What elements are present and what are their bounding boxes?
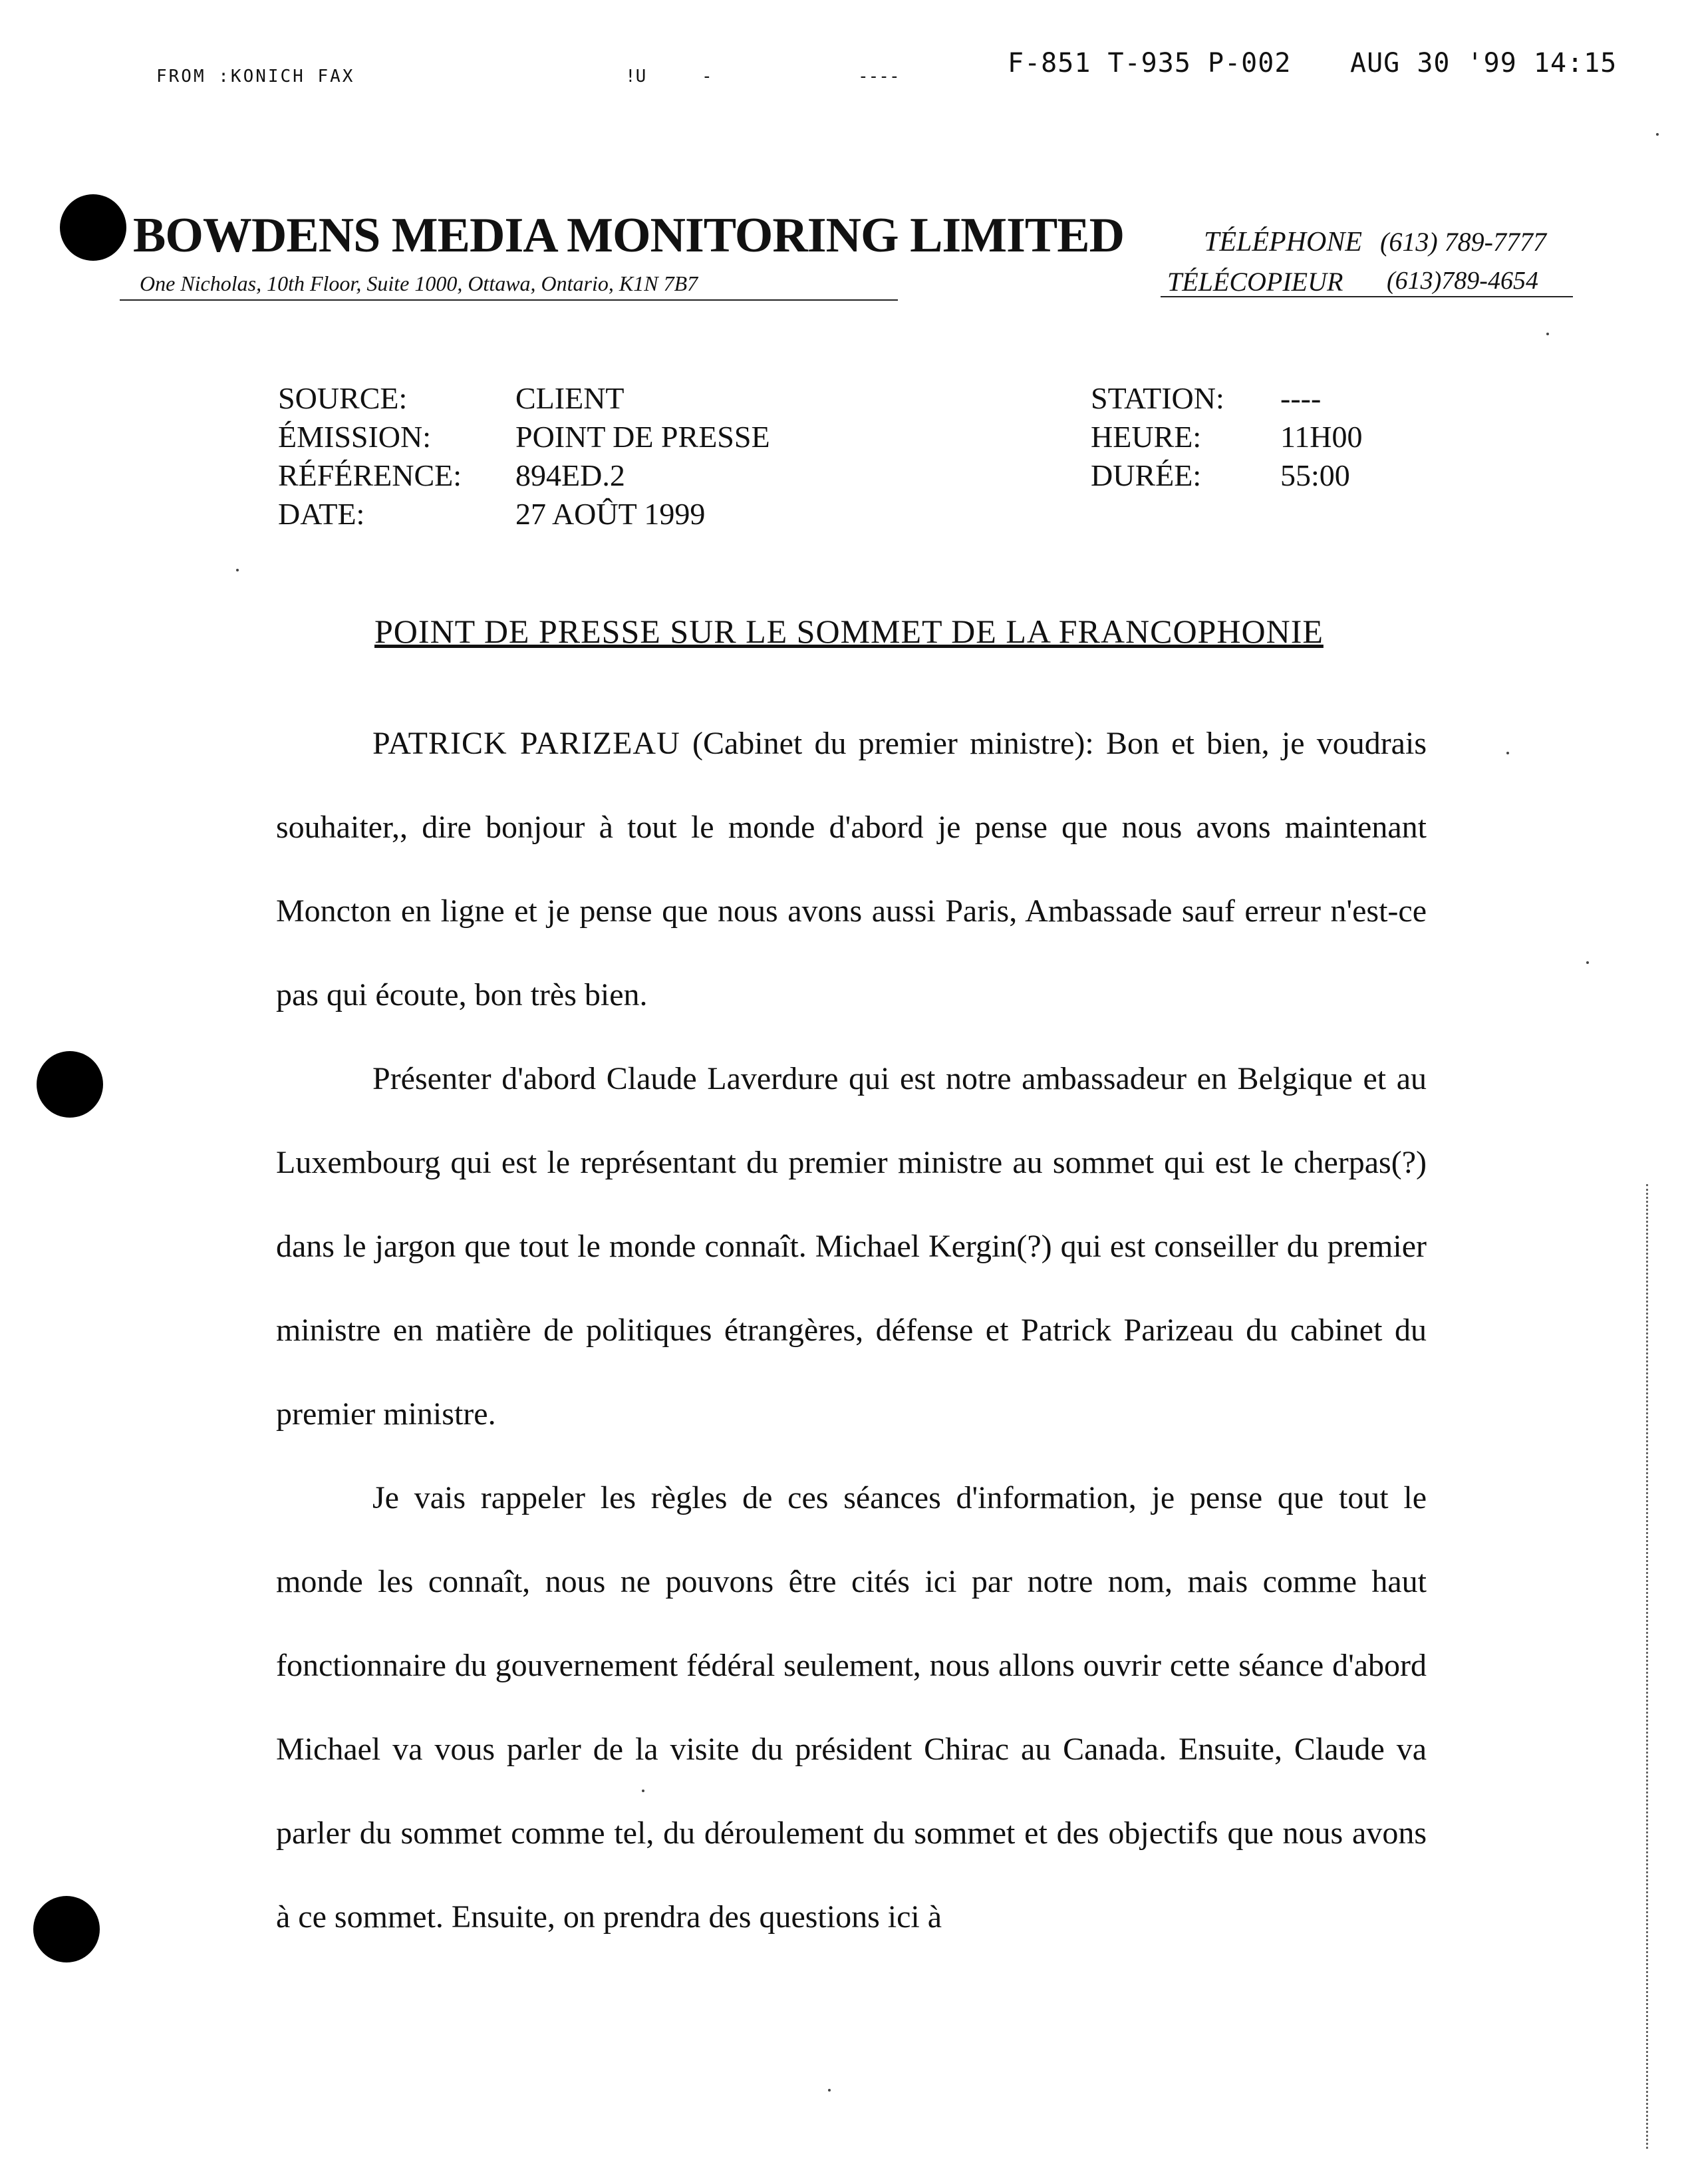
transcript-paragraph: [276, 702, 1427, 1037]
info-value: 27 AOÛT 1999: [515, 497, 706, 531]
telecopieur-label: TÉLÉCOPIEUR: [1167, 267, 1343, 297]
scan-speck: [1506, 752, 1509, 754]
fax-mark: -: [702, 67, 712, 86]
company-name: BOWDENS MEDIA MONITORING LIMITED: [133, 208, 1125, 263]
transcript-paragraph: Je vais rappeler les règles de ces séances d'information, je pense que tout le monde les connaît, nous ne pouvons être cités ici par notre nom, mais comme haut fonctionnaire du gouvernement fédéral seulement, nous allons ouvrir cette séance d'abord Michael va vous parler de la visite du président Chirac au Canada. Ensuite, Claude va parler du sommet comme tel, du déroulement du sommet et des objectifs que nous avons à ce sommet. Ensuite, on prendra des questions ici à: [276, 1480, 1427, 1935]
margin-mark: [1646, 1184, 1650, 2149]
speaker-name: PATRICK PARIZEAU: [372, 726, 680, 761]
scan-speck: [1546, 333, 1549, 335]
address-underline: [120, 299, 898, 301]
info-value: CLIENT: [515, 381, 625, 415]
telecopieur-number: (613)789-4654: [1387, 267, 1538, 295]
paragraph-text: (Cabinet du premier ministre): Bon et bien, je voudrais souhaiter,, dire bonjour à tout le monde d'abord je pense que nous avons maintenant Moncton en ligne et je pense que nous avons aussi Paris, Ambassade sauf erreur n'est-ce pas qui écoute, bon très bien.: [276, 726, 1427, 1013]
transcript-paragraph: Présenter d'abord Claude Laverdure qui est notre ambassadeur en Belgique et au Luxembourg qui est le représentant du premier ministre au sommet qui est le cherpas(?) dans le jargon que tout le monde connaît. Michael Kergin(?) qui est conseiller du premier ministre en matière de politiques étrangères, défense et Patrick Parizeau du cabinet du premier ministre.: [276, 1061, 1427, 1432]
info-value: ----: [1280, 381, 1322, 415]
transcript-body: [276, 702, 1427, 1959]
info-labels-right: [1091, 379, 1224, 495]
info-value: 894ED.2: [515, 458, 625, 492]
info-label: DURÉE:: [1091, 458, 1202, 492]
scan-speck: [236, 569, 239, 571]
info-value: 11H00: [1280, 420, 1363, 454]
punch-hole-top: [60, 194, 126, 261]
info-values-left: [515, 379, 770, 534]
info-label: STATION:: [1091, 381, 1224, 415]
fax-datetime: AUG 30 '99 14:15: [1350, 48, 1617, 78]
fax-mark: ----: [858, 67, 900, 86]
info-label: ÉMISSION:: [278, 420, 432, 454]
info-values-right: [1280, 379, 1363, 495]
punch-hole-bottom: [33, 1896, 100, 1962]
info-label: SOURCE:: [278, 381, 408, 415]
telephone-label: TÉLÉPHONE: [1204, 227, 1363, 257]
info-label: RÉFÉRENCE:: [278, 458, 462, 492]
telephone-number: (613) 789-7777: [1380, 227, 1546, 257]
fax-from: FROM :KONICH FAX: [156, 67, 355, 86]
info-label: HEURE:: [1091, 420, 1202, 454]
info-label: DATE:: [278, 497, 365, 531]
fax-mark: !U: [625, 67, 646, 86]
info-value: POINT DE PRESSE: [515, 420, 770, 454]
document-title: POINT DE PRESSE SUR LE SOMMET DE LA FRANCOPHONIE: [374, 613, 1324, 650]
fax-page-ids: F-851 T-935 P-002: [1008, 48, 1292, 78]
scan-speck: [642, 1790, 644, 1792]
punch-hole-middle: [37, 1051, 103, 1118]
scan-speck: [1656, 133, 1659, 136]
info-value: 55:00: [1280, 458, 1350, 492]
scan-speck: [828, 2089, 831, 2092]
info-labels-left: [278, 379, 462, 534]
company-address: One Nicholas, 10th Floor, Suite 1000, Ottawa, Ontario, K1N 7B7: [140, 271, 698, 295]
telephone-underline: [1161, 296, 1573, 297]
scan-speck: [1586, 961, 1589, 964]
